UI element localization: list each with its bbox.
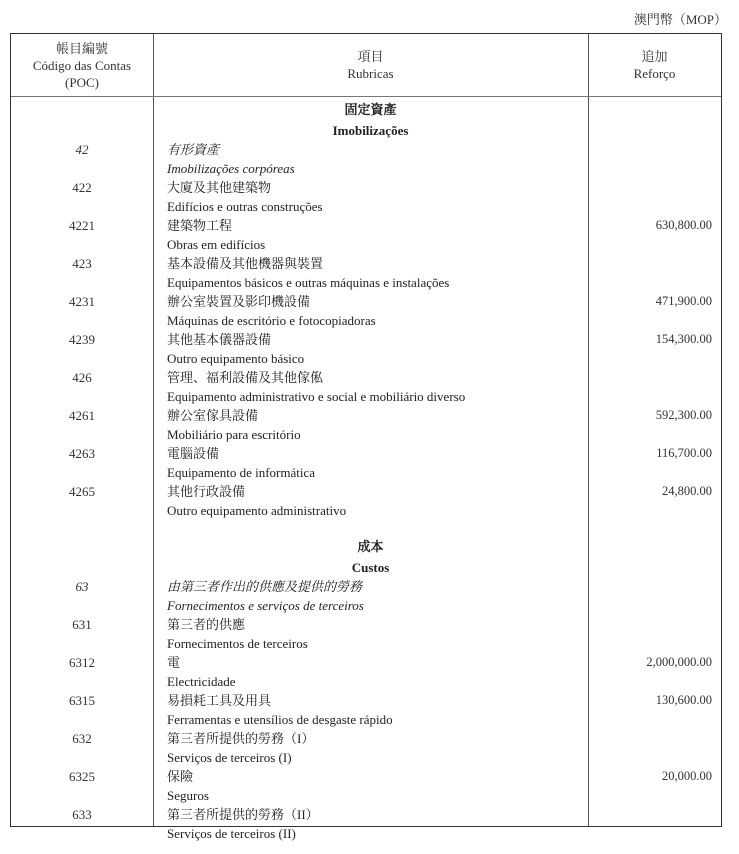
reinforcement-amount: 154,300.00: [655, 332, 712, 346]
rubric-text: 易損耗工具及用具: [167, 693, 272, 708]
account-code: [11, 235, 153, 254]
table-row: [11, 387, 721, 406]
reinforcement-amount: [588, 368, 720, 387]
rubric-text: 大廈及其他建築物: [167, 180, 272, 195]
account-code: 426: [72, 370, 92, 385]
table-row: [11, 786, 721, 805]
table-row: [11, 368, 721, 387]
rubric-text: Equipamento administrativo e social e mobiliário diverso: [167, 389, 466, 404]
account-code: 633: [72, 807, 92, 822]
reinforcement-amount: [588, 178, 720, 197]
rubric-text: 電: [167, 655, 181, 670]
header-code-poc: (POC): [65, 74, 99, 90]
budget-table: [10, 33, 722, 841]
rubric-text: 第三者所提供的勞務（I）: [167, 731, 315, 746]
table-row: [11, 292, 721, 311]
table-row: [11, 216, 721, 235]
rubric-text: 第三者的供應: [167, 617, 246, 632]
reinforcement-amount: [588, 786, 720, 805]
reinforcement-amount: [588, 273, 720, 292]
table-row: [11, 273, 721, 292]
table-row: [11, 805, 721, 824]
account-code: [11, 501, 153, 520]
header-code-zh: 帳目編號: [55, 40, 108, 56]
header-amount: [588, 34, 721, 96]
reinforcement-amount: [588, 596, 720, 615]
section-title-zh: 固定資產: [344, 102, 397, 117]
reinforcement-amount: [588, 824, 720, 843]
rubric-text: Serviços de terceiros (I): [167, 750, 292, 765]
account-code: 4261: [69, 408, 95, 423]
rubric-text: 電腦設備: [167, 446, 220, 461]
rubric-text: Mobiliário para escritório: [167, 427, 301, 442]
account-code: 4231: [69, 294, 95, 309]
account-code: 63: [75, 579, 89, 594]
rubric-text: Outro equipamento administrativo: [167, 503, 347, 518]
rubric-text: 管理、福利設備及其他傢俬: [167, 370, 324, 385]
account-code: [11, 634, 153, 653]
table-row: [11, 729, 721, 748]
account-code: 6315: [69, 693, 95, 708]
account-code: 4239: [69, 332, 95, 347]
account-code: [11, 710, 153, 729]
account-code: 6312: [69, 655, 95, 670]
table-row: [11, 311, 721, 330]
reinforcement-amount: [588, 748, 720, 767]
reinforcement-amount: [588, 254, 720, 273]
table-row: [11, 672, 721, 691]
account-code: [11, 349, 153, 368]
reinforcement-amount: 471,900.00: [655, 294, 712, 308]
table-row: [11, 463, 721, 482]
reinforcement-amount: 630,800.00: [655, 218, 712, 232]
reinforcement-amount: 2,000,000.00: [646, 655, 712, 669]
header-item: [153, 34, 588, 96]
reinforcement-amount: [588, 805, 720, 824]
account-code: [11, 824, 153, 843]
table-header: [11, 34, 721, 97]
account-code: 4265: [69, 484, 95, 499]
account-code: 631: [72, 617, 92, 632]
rubric-text: 其他行政設備: [167, 484, 246, 499]
header-amount-zh: 追加: [641, 49, 668, 64]
table-row: [11, 159, 721, 178]
account-code: 6325: [69, 769, 95, 784]
reinforcement-amount: [588, 311, 720, 330]
account-code: [11, 273, 153, 292]
reinforcement-amount: 116,700.00: [656, 446, 712, 460]
rubric-text: Seguros: [167, 788, 209, 803]
account-code: [11, 387, 153, 406]
section-title-zh: 成本: [357, 539, 384, 554]
account-code: [11, 463, 153, 482]
header-code: [11, 34, 153, 96]
rubric-text: Outro equipamento básico: [167, 351, 305, 366]
account-code: [11, 159, 153, 178]
account-code: [11, 311, 153, 330]
table-row: [11, 596, 721, 615]
account-code: 4263: [69, 446, 95, 461]
rubric-text: Imobilizações corpóreas: [167, 161, 295, 176]
table-row: [11, 349, 721, 368]
reinforcement-amount: [588, 672, 720, 691]
account-code: 4221: [69, 218, 95, 233]
table-row: [11, 178, 721, 197]
table-row: [11, 824, 721, 843]
account-code: 422: [72, 180, 92, 195]
reinforcement-amount: [588, 729, 720, 748]
rubric-text: 有形資產: [167, 142, 220, 157]
account-code: 423: [72, 256, 92, 271]
rubric-text: Electricidade: [167, 674, 236, 689]
table-row: [11, 406, 721, 425]
reinforcement-amount: [588, 501, 720, 520]
reinforcement-amount: [588, 710, 720, 729]
table-body: [11, 96, 721, 843]
section-title-pt: Imobilizações: [332, 123, 409, 138]
account-code: 632: [72, 731, 92, 746]
reinforcement-amount: [588, 197, 720, 216]
reinforcement-amount: [588, 425, 720, 444]
account-code: [11, 748, 153, 767]
table-row: [11, 425, 721, 444]
rubric-text: Máquinas de escritório e fotocopiadoras: [167, 313, 376, 328]
rubric-text: 建築物工程: [167, 218, 233, 233]
reinforcement-amount: [588, 140, 720, 159]
table-row: [11, 634, 721, 653]
section-title-pt: Custos: [351, 560, 390, 575]
account-code: [11, 596, 153, 615]
reinforcement-amount: 130,600.00: [655, 693, 712, 707]
rubric-text: 辦公室傢具設備: [167, 408, 259, 423]
table-row: [11, 710, 721, 729]
rubric-text: Fornecimentos de terceiros: [167, 636, 308, 651]
rubric-text: 辦公室裝置及影印機設備: [167, 294, 311, 309]
table-row: [11, 577, 721, 596]
table-row: [11, 748, 721, 767]
account-code: [11, 197, 153, 216]
table-row: [11, 501, 721, 520]
reinforcement-amount: 592,300.00: [655, 408, 712, 422]
rubric-text: 其他基本儀器設備: [167, 332, 272, 347]
rubric-text: Equipamentos básicos e outras máquinas e instalações: [167, 275, 450, 290]
rubric-text: Equipamento de informática: [167, 465, 316, 480]
header-amount-pt: Reforço: [633, 66, 676, 81]
reinforcement-amount: 24,800.00: [662, 484, 712, 498]
header-code-pt: Código das Contas: [32, 57, 132, 73]
rubric-text: Fornecimentos e serviços de terceiros: [167, 598, 364, 613]
table-row: [11, 140, 721, 159]
account-code: 42: [75, 142, 89, 157]
account-code: [11, 786, 153, 805]
rubric-text: 由第三者作出的供應及提供的勞務: [167, 579, 363, 594]
account-code: [11, 425, 153, 444]
reinforcement-amount: [588, 577, 720, 596]
reinforcement-amount: [588, 387, 720, 406]
rubric-text: Obras em edifícios: [167, 237, 266, 252]
reinforcement-amount: [588, 463, 720, 482]
currency-label: 澳門幣（MOP）: [633, 12, 727, 27]
header-item-pt: Rubricas: [347, 66, 394, 81]
rubric-text: 第三者所提供的勞務（II）: [167, 807, 319, 822]
rubric-text: 保險: [167, 769, 194, 784]
table-row: [11, 254, 721, 273]
reinforcement-amount: [588, 349, 720, 368]
rubric-text: Ferramentas e utensílios de desgaste rápido: [167, 712, 393, 727]
reinforcement-amount: [588, 159, 720, 178]
rubric-text: Serviços de terceiros (II): [167, 826, 296, 841]
table-row: [11, 653, 721, 672]
table-row: [11, 615, 721, 634]
reinforcement-amount: [588, 615, 720, 634]
account-code: [11, 672, 153, 691]
header-item-zh: 項目: [357, 49, 384, 64]
table-row: [11, 482, 721, 501]
table-row: [11, 330, 721, 349]
table-row: [11, 767, 721, 786]
table-row: [11, 444, 721, 463]
reinforcement-amount: 20,000.00: [662, 769, 712, 783]
reinforcement-amount: [588, 235, 720, 254]
rubric-text: 基本設備及其他機器與裝置: [167, 256, 324, 271]
table-row: [11, 197, 721, 216]
rubric-text: Edifícios e outras construções: [167, 199, 323, 214]
reinforcement-amount: [588, 634, 720, 653]
table-row: [11, 691, 721, 710]
table-row: [11, 235, 721, 254]
